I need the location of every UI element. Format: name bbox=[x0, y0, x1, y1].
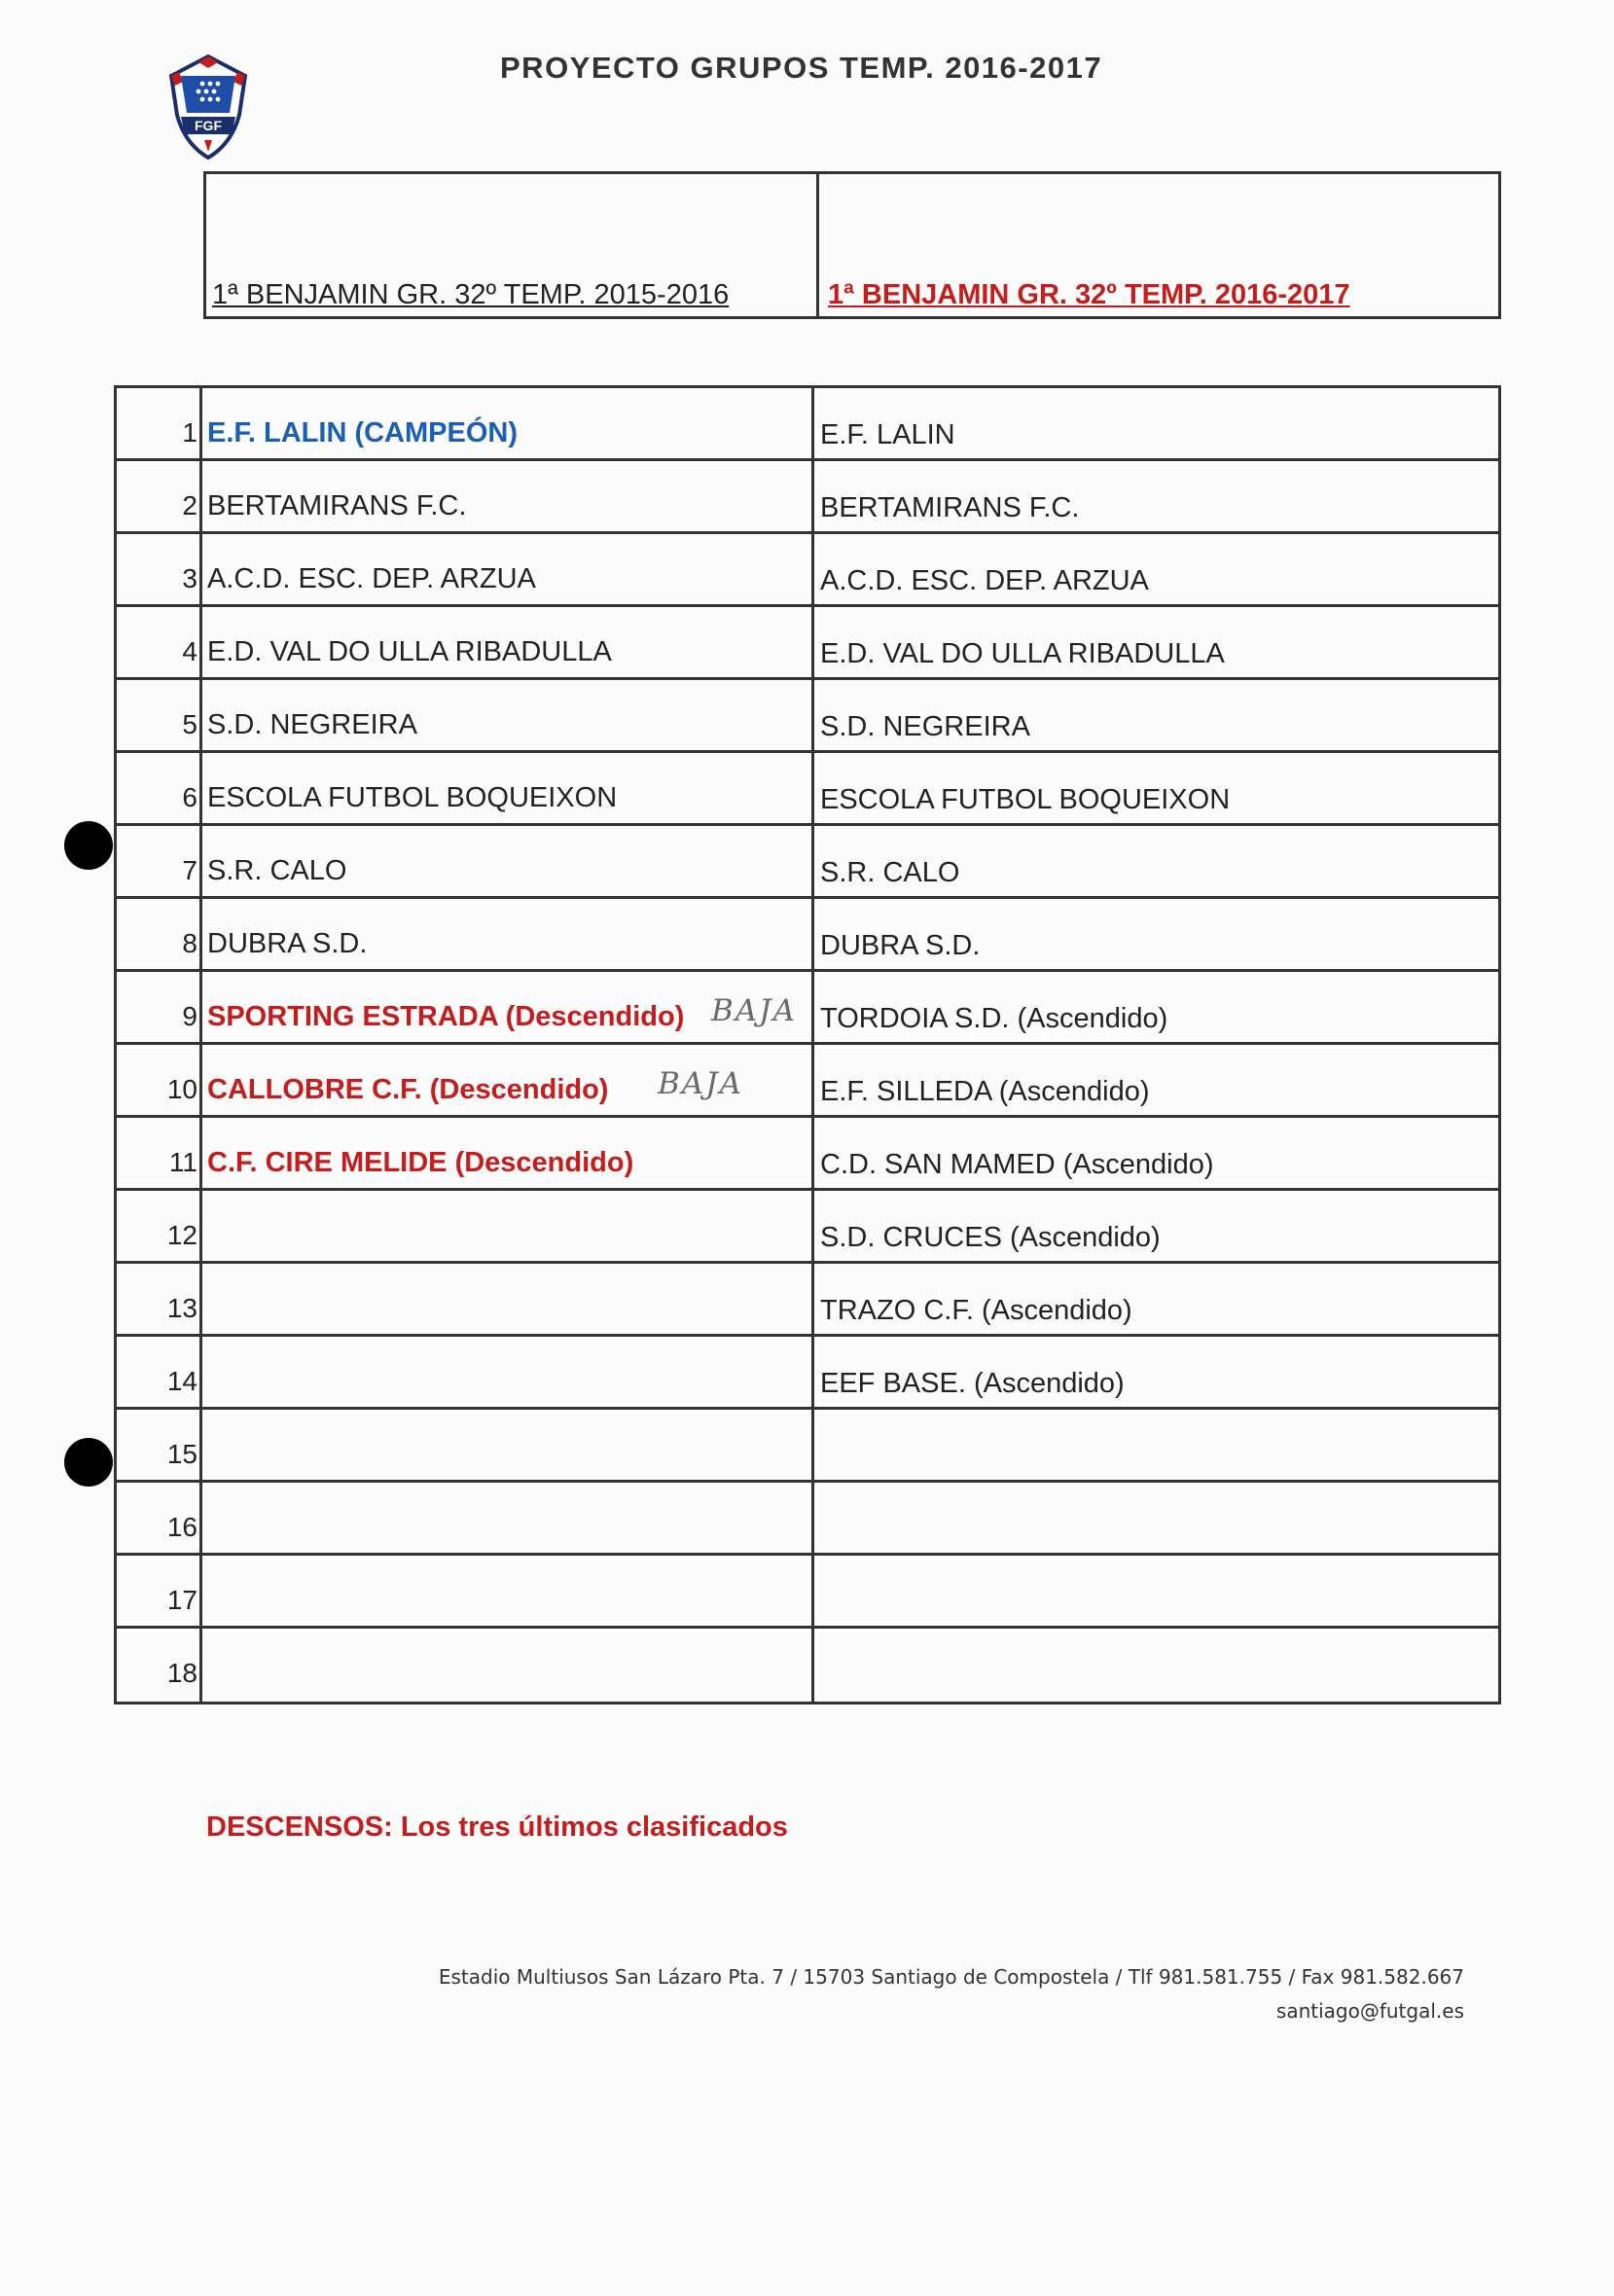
new-season-team: BERTAMIRANS F.C. bbox=[820, 492, 1080, 523]
previous-season-team bbox=[202, 1337, 814, 1407]
previous-season-team bbox=[202, 753, 814, 823]
previous-season-team bbox=[202, 461, 814, 531]
row-number: 12 bbox=[117, 1191, 202, 1261]
row-number: 16 bbox=[117, 1483, 202, 1553]
new-season-team: E.F. SILLEDA (Ascendido) bbox=[820, 1076, 1150, 1107]
row-number: 10 bbox=[117, 1045, 202, 1115]
new-season-team: S.D. CRUCES (Ascendido) bbox=[820, 1222, 1161, 1253]
table-row bbox=[117, 1045, 1498, 1118]
new-season-team: TRAZO C.F. (Ascendido) bbox=[820, 1295, 1132, 1326]
previous-season-team bbox=[202, 1483, 814, 1553]
row-number: 2 bbox=[117, 461, 202, 531]
relegation-note: DESCENSOS: Los tres últimos clasificados bbox=[206, 1812, 788, 1843]
previous-season-team-name: A.C.D. ESC. DEP. ARZUA bbox=[207, 563, 536, 594]
table-row bbox=[117, 826, 1498, 899]
table-row bbox=[117, 1629, 1498, 1702]
previous-season-team-name: CALLOBRE C.F. (Descendido) bbox=[207, 1074, 609, 1105]
previous-season-team bbox=[202, 534, 814, 604]
new-season-team: ESCOLA FUTBOL BOQUEIXON bbox=[820, 784, 1231, 815]
previous-season-team-name: ESCOLA FUTBOL BOQUEIXON bbox=[207, 782, 618, 813]
previous-season-team bbox=[202, 972, 814, 1042]
table-row bbox=[117, 388, 1498, 461]
new-season-team bbox=[814, 1629, 1498, 1702]
previous-season-team-name: SPORTING ESTRADA (Descendido) bbox=[207, 1001, 685, 1032]
teams-table bbox=[114, 385, 1501, 1704]
new-season-team: S.R. CALO bbox=[820, 857, 960, 888]
new-season-team bbox=[814, 1483, 1498, 1553]
row-number: 8 bbox=[117, 899, 202, 969]
previous-season-team bbox=[202, 1410, 814, 1480]
handwritten-note: BAJA bbox=[658, 1066, 743, 1101]
previous-season-team-name: E.D. VAL DO ULLA RIBADULLA bbox=[207, 636, 612, 667]
table-row bbox=[117, 972, 1498, 1045]
logo-text: FGF bbox=[195, 118, 222, 133]
page-title: PROYECTO GRUPOS TEMP. 2016-2017 bbox=[500, 51, 1103, 85]
table-row bbox=[117, 899, 1498, 972]
previous-season-team-name: E.F. LALIN (CAMPEÓN) bbox=[207, 417, 518, 448]
previous-season-team bbox=[202, 1118, 814, 1188]
table-row bbox=[117, 1410, 1498, 1483]
previous-season-team-name: BERTAMIRANS F.C. bbox=[207, 490, 467, 521]
previous-season-team-name: DUBRA S.D. bbox=[207, 928, 368, 959]
footer-email: santiago@futgal.es bbox=[1275, 1999, 1464, 2023]
new-season-team: E.F. LALIN bbox=[820, 419, 955, 450]
table-row bbox=[117, 1483, 1498, 1556]
new-season-team: TORDOIA S.D. (Ascendido) bbox=[820, 1003, 1168, 1034]
row-number: 7 bbox=[117, 826, 202, 896]
previous-season-team bbox=[202, 1264, 814, 1334]
row-number: 13 bbox=[117, 1264, 202, 1334]
punch-hole bbox=[64, 1438, 113, 1487]
row-number: 6 bbox=[117, 753, 202, 823]
row-number: 11 bbox=[117, 1118, 202, 1188]
new-season-team: EEF BASE. (Ascendido) bbox=[820, 1368, 1125, 1399]
previous-season-team bbox=[202, 1045, 814, 1115]
new-season-team: S.D. NEGREIRA bbox=[820, 711, 1030, 742]
new-season-team: C.D. SAN MAMED (Ascendido) bbox=[820, 1149, 1214, 1180]
table-row bbox=[117, 1337, 1498, 1410]
table-row bbox=[117, 1191, 1498, 1264]
previous-season-team-name: S.R. CALO bbox=[207, 855, 347, 886]
previous-season-header: 1ª BENJAMIN GR. 32º TEMP. 2015-2016 bbox=[212, 279, 730, 310]
table-row bbox=[117, 1264, 1498, 1337]
table-row bbox=[117, 607, 1498, 680]
fgf-logo bbox=[167, 54, 249, 160]
row-number: 9 bbox=[117, 972, 202, 1042]
previous-season-team bbox=[202, 680, 814, 750]
column-header-box bbox=[203, 171, 1501, 319]
previous-season-team bbox=[202, 1191, 814, 1261]
row-number: 18 bbox=[117, 1629, 202, 1702]
table-row bbox=[117, 1556, 1498, 1629]
previous-season-team-name: S.D. NEGREIRA bbox=[207, 709, 417, 740]
table-row bbox=[117, 1118, 1498, 1191]
row-number: 1 bbox=[117, 388, 202, 458]
row-number: 4 bbox=[117, 607, 202, 677]
row-number: 17 bbox=[117, 1556, 202, 1626]
table-row bbox=[117, 534, 1498, 607]
row-number: 14 bbox=[117, 1337, 202, 1407]
previous-season-team bbox=[202, 1556, 814, 1626]
new-season-team bbox=[814, 1410, 1498, 1480]
previous-season-team bbox=[202, 1629, 814, 1702]
header-divider bbox=[816, 174, 819, 316]
table-row bbox=[117, 753, 1498, 826]
previous-season-team bbox=[202, 826, 814, 896]
table-row bbox=[117, 680, 1498, 753]
previous-season-team bbox=[202, 388, 814, 458]
new-season-team: A.C.D. ESC. DEP. ARZUA bbox=[820, 565, 1149, 596]
previous-season-team-name: C.F. CIRE MELIDE (Descendido) bbox=[207, 1147, 634, 1178]
punch-hole bbox=[64, 821, 113, 870]
row-number: 5 bbox=[117, 680, 202, 750]
new-season-team: DUBRA S.D. bbox=[820, 930, 981, 961]
handwritten-note: BAJA bbox=[711, 993, 797, 1028]
new-season-team: E.D. VAL DO ULLA RIBADULLA bbox=[820, 638, 1225, 669]
footer-address: Estadio Multiusos San Lázaro Pta. 7 / 15703 Santiago de Compostela / Tlf 981.581.755 / Fax 981.582.667 bbox=[438, 1965, 1464, 1989]
row-number: 15 bbox=[117, 1410, 202, 1480]
table-row bbox=[117, 461, 1498, 534]
new-season-header: 1ª BENJAMIN GR. 32º TEMP. 2016-2017 bbox=[828, 279, 1350, 310]
previous-season-team bbox=[202, 607, 814, 677]
previous-season-team bbox=[202, 899, 814, 969]
new-season-team bbox=[814, 1556, 1498, 1626]
row-number: 3 bbox=[117, 534, 202, 604]
